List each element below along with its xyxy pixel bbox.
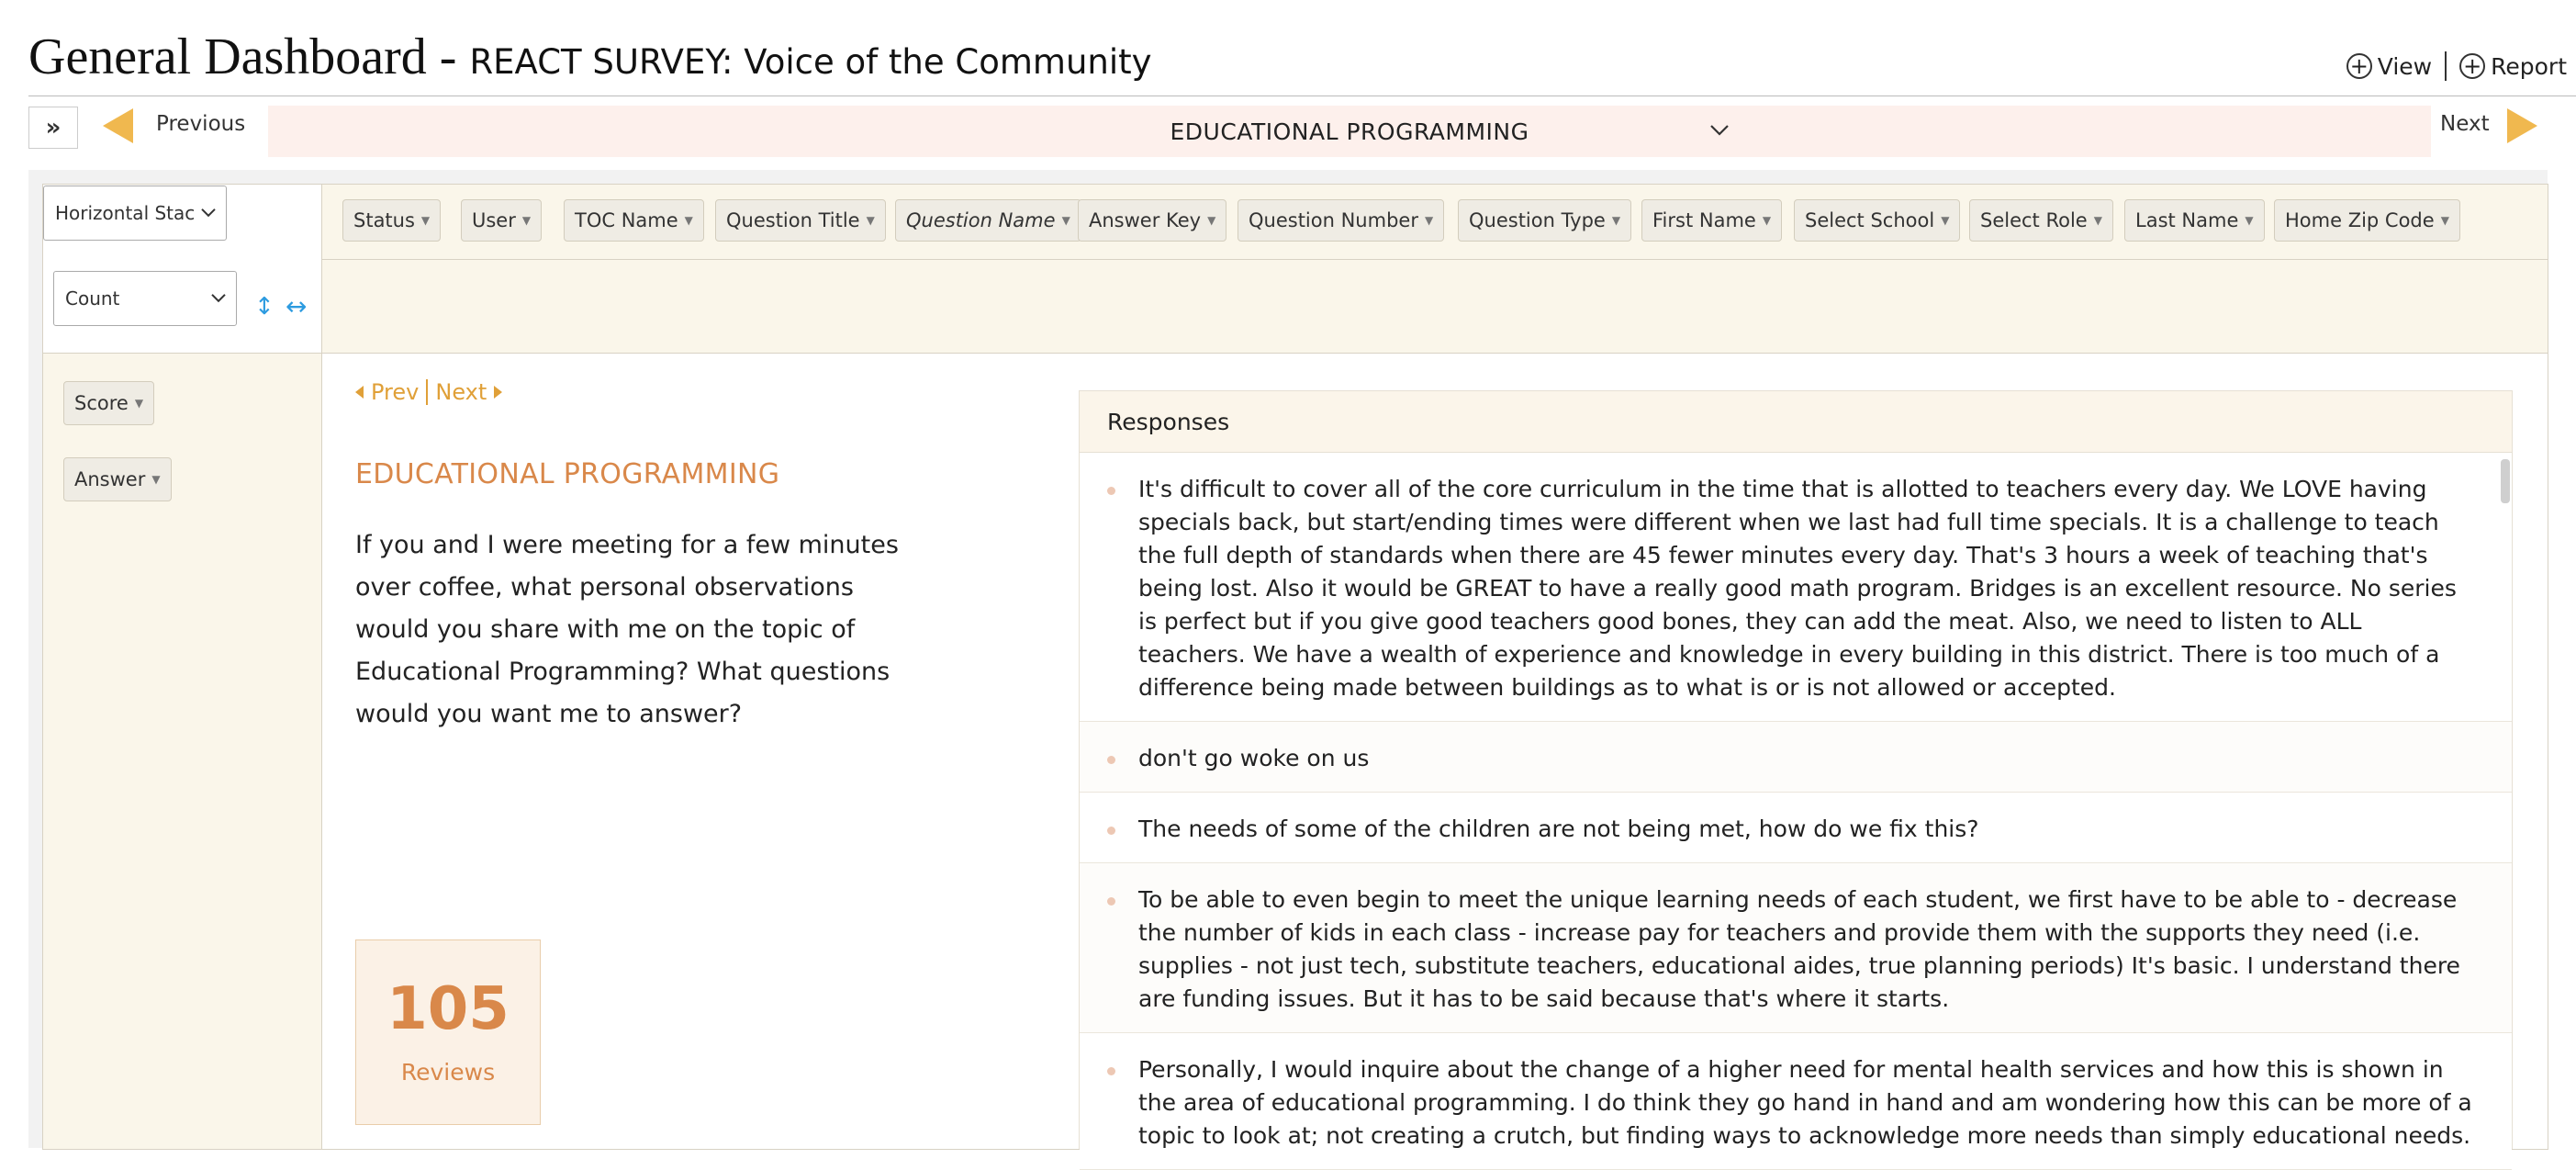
report-button[interactable]: [2459, 53, 2567, 80]
add-circle-icon: +: [2346, 53, 2372, 79]
field-label: First Name: [1652, 209, 1756, 231]
field-label: Status: [353, 209, 415, 231]
field-label: Last Name: [2135, 209, 2239, 231]
caret-down-icon: ▼: [2093, 214, 2102, 227]
pivot-controls: [43, 185, 322, 354]
previous-label[interactable]: Previous: [156, 112, 246, 136]
responses-list: [1080, 453, 2512, 1170]
field-label: Select School: [1805, 209, 1935, 231]
review-label: Reviews: [400, 1058, 496, 1086]
question-pager: [355, 379, 502, 405]
aggregation-value: Count: [65, 287, 120, 309]
sort-horizontal-icon[interactable]: ↔: [286, 291, 308, 321]
field-chip-user[interactable]: [461, 199, 542, 242]
field-chip-last-name[interactable]: [2124, 199, 2265, 242]
header-divider: [2445, 51, 2447, 81]
review-count-card: [355, 939, 541, 1125]
caret-down-icon: ▼: [420, 214, 431, 227]
field-chip-score[interactable]: [63, 381, 154, 425]
field-chip-question-number[interactable]: [1238, 199, 1444, 242]
add-circle-icon: +: [2459, 53, 2485, 79]
field-label: Question Type: [1469, 209, 1606, 231]
response-item: [1080, 722, 2512, 793]
caret-down-icon: ▼: [1207, 214, 1216, 227]
field-label: Question Number: [1249, 209, 1418, 231]
double-chevron-right-icon: »: [45, 114, 62, 141]
bullet-dot-icon: [1107, 756, 1115, 764]
dashboard-title: General Dashboard -: [28, 28, 470, 85]
pager-prev-link[interactable]: Prev: [371, 379, 420, 405]
field-label: Home Zip Code: [2285, 209, 2435, 231]
chart-type-value: Horizontal Stac: [55, 202, 196, 224]
pager-divider: [426, 379, 428, 405]
response-text: Personally, I would inquire about the change of a higher need for mental health services and how this is shown in the area of educational programming. I do think they go hand in hand and am wondering how this can be more of a topic to look at; not creating a crutch, but finding ways to acknowledge more needs than simply educational needs.: [1138, 1056, 2472, 1149]
field-label: User: [472, 209, 516, 231]
question-title: EDUCATIONAL PROGRAMMING: [355, 458, 780, 490]
field-chip-question-type[interactable]: [1458, 199, 1631, 242]
response-text: The needs of some of the children are not being met, how do we fix this?: [1138, 816, 1979, 842]
caret-down-icon: ▼: [151, 473, 161, 486]
caret-left-icon: [355, 386, 364, 399]
section-selector[interactable]: [268, 106, 2431, 157]
caret-down-icon: ▼: [684, 214, 693, 227]
field-chip-question-name[interactable]: [895, 199, 1081, 242]
header-actions: [2346, 51, 2567, 81]
bullet-dot-icon: [1107, 897, 1115, 906]
field-chip-select-school[interactable]: [1794, 199, 1960, 242]
field-label: Answer: [74, 468, 146, 490]
view-button[interactable]: [2346, 53, 2432, 80]
view-label: View: [2377, 52, 2433, 80]
field-label: Select Role: [1980, 209, 2088, 231]
aggregation-select[interactable]: [53, 271, 237, 326]
review-count: 105: [386, 974, 510, 1043]
responses-panel: [1079, 390, 2513, 1149]
field-label: Answer Key: [1089, 209, 1202, 231]
survey-subtitle: REACT SURVEY: Voice of the Community: [469, 42, 1152, 82]
responses-header: Responses: [1080, 391, 2512, 453]
section-title: EDUCATIONAL PROGRAMMING: [1170, 118, 1529, 145]
previous-arrow-icon[interactable]: [103, 108, 133, 143]
field-chip-answer-key[interactable]: [1078, 199, 1226, 242]
caret-down-icon: ▼: [2245, 214, 2254, 227]
field-chip-select-role[interactable]: [1969, 199, 2113, 242]
sort-vertical-icon[interactable]: ↕: [254, 293, 274, 321]
response-text: It's difficult to cover all of the core curriculum in the time that is allotted to teachers every day. We LOVE having specials back, but start/ending times were different when we last had full time specials. It is a challenge to teach the full depth of standards when there are 45 fewer minutes every day. That's 3 hours a week of teaching that's being lost. Also it would be GREAT to have a really good math program. Bridges is an excellent resource. No series is perfect but if you give good teachers good bones, they can add the meat. Also, we need to listen to ALL teachers. We have a wealth of experience and knowledge in every building in this district. There is too much of a difference being made between buildings as to what is or is not allowed or accepted.: [1138, 476, 2457, 701]
pager-next-link[interactable]: Next: [435, 379, 487, 405]
response-item: [1080, 793, 2512, 863]
report-label: Report: [2491, 52, 2567, 80]
chart-type-select[interactable]: [43, 186, 227, 241]
field-chip-toc-name[interactable]: [564, 199, 704, 242]
field-label: Question Title: [726, 209, 860, 231]
caret-down-icon: ▼: [521, 214, 532, 227]
caret-down-icon: ▼: [1424, 214, 1434, 227]
chevron-down-icon: [1709, 117, 1730, 142]
question-text: If you and I were meeting for a few minutes over coffee, what personal observations would you share with me on the topic of Educational Programming? What questions would you want me to answer?: [355, 531, 899, 728]
caret-down-icon: ▼: [1941, 214, 1950, 227]
response-text: don't go woke on us: [1138, 745, 1370, 771]
field-label: Question Name: [906, 209, 1056, 231]
bullet-dot-icon: [1107, 827, 1115, 835]
caret-down-icon: ▼: [1762, 214, 1772, 227]
pivot-grid: [42, 184, 2548, 1150]
caret-down-icon: ▼: [2440, 214, 2449, 227]
caret-down-icon: ▼: [866, 214, 875, 227]
values-area: [322, 260, 2548, 354]
expand-sidebar-button[interactable]: [28, 107, 78, 149]
row-fields-area: [43, 354, 322, 1149]
field-chip-status[interactable]: [342, 199, 441, 242]
response-item: [1080, 453, 2512, 722]
response-item: [1080, 863, 2512, 1033]
field-label: Score: [74, 392, 129, 414]
field-label: TOC Name: [575, 209, 678, 231]
response-item: [1080, 1033, 2512, 1170]
field-chip-first-name[interactable]: [1641, 199, 1782, 242]
field-chip-question-title[interactable]: [715, 199, 886, 242]
bullet-dot-icon: [1107, 1067, 1115, 1075]
next-label[interactable]: Next: [2440, 112, 2490, 136]
chevron-down-icon: [210, 287, 227, 309]
field-chip-answer[interactable]: [63, 457, 172, 501]
response-text: To be able to even begin to meet the unique learning needs of each student, we first have to be able to - decrease the number of kids in each class - increase pay for teachers and provide them with the supports they need (i.e. supplies - not just tech, substitute teachers, educational aides, true planning periods) It's basic. I understand there are funding issues. But it has to be said because that's where it starts.: [1138, 886, 2460, 1012]
next-arrow-icon[interactable]: [2507, 108, 2537, 143]
responses-scrollbar[interactable]: [2501, 459, 2510, 503]
caret-right-icon: [494, 386, 502, 399]
content-panel: [322, 354, 2548, 1149]
caret-down-icon: ▼: [1061, 214, 1070, 227]
caret-down-icon: ▼: [1611, 214, 1621, 227]
column-fields-area: [322, 185, 2548, 260]
page-title: [28, 28, 1152, 86]
caret-down-icon: ▼: [134, 397, 144, 410]
field-chip-home-zip-code[interactable]: [2274, 199, 2460, 242]
chevron-down-icon: [200, 201, 217, 223]
bullet-dot-icon: [1107, 487, 1115, 495]
